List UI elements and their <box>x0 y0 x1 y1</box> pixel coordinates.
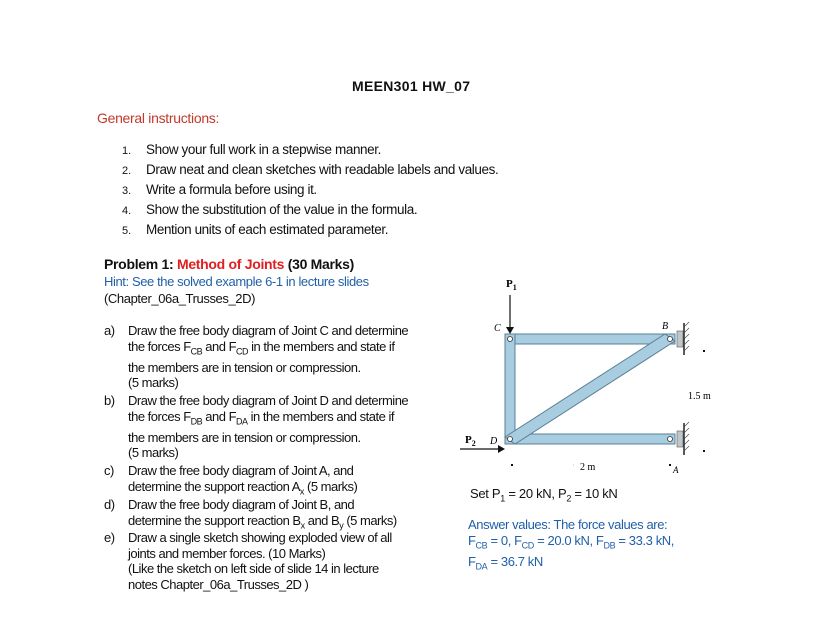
part-e: e) Draw a single sketch showing exploded view of all joints and member forces. (10 Marks) (Like the sketch on left side of slide 14 in lecture notes Chapter_06a_Trusses_2D ) <box>104 530 392 592</box>
joint-c-label: C <box>494 323 501 334</box>
instruction-item: 2. Draw neat and clean sketches with readable labels and values. <box>122 162 499 177</box>
part-d: d) Draw the free body diagram of Joint B, and determine the support reaction $B_x$ and $B_y$ (5 marks) <box>104 497 397 531</box>
joint-a-label: A <box>673 465 679 475</box>
p1-label: $P_1$ <box>506 278 517 292</box>
part-c: c) Draw the free body diagram of Joint A, and determine the support reaction $A_x$ (5 marks) <box>104 463 358 497</box>
p2-label: $P_2$ <box>465 434 476 448</box>
joint-d-label: D <box>490 436 498 447</box>
instruction-item: 1. Show your full work in a stepwise manner. <box>122 142 381 157</box>
member-cb <box>505 334 675 344</box>
joint-b-pin <box>668 337 673 342</box>
instruction-item: 5. Mention units of each estimated parameter. <box>122 222 389 237</box>
problem-heading: Problem 1: Method of Joints (30 Marks) <box>104 256 354 272</box>
page-title: MEEN301 HW_07 <box>352 78 471 94</box>
dim-1-5m: 1.5 m <box>688 391 711 402</box>
truss-diagram <box>455 265 725 480</box>
part-a: a) Draw the free body diagram of Joint C and determine the forces $F_{CB}$ and $F_{CD}$ in the members and state if the members are in tension or compression. (5 marks) <box>104 323 409 391</box>
part-b: b) Draw the free body diagram of Joint D and determine the forces $F_{DB}$ and $F_{DA}$ in the members and state if the members are in tension or compression. (5 marks) <box>104 393 409 461</box>
member-db <box>505 334 675 444</box>
general-instructions-heading: General instructions: <box>97 110 220 126</box>
member-cd <box>505 334 515 444</box>
support-a <box>677 422 689 455</box>
instruction-item: 4. Show the substitution of the value in the formula. <box>122 202 418 217</box>
joint-b-label: B <box>662 321 669 332</box>
dim-2m: 2 m <box>580 462 596 473</box>
member-da <box>505 434 675 444</box>
support-b <box>677 322 689 355</box>
given-loads: Set $P_1 = 20$ kN, $P_2 = 10$ kN <box>470 486 618 504</box>
answer-values: Answer values: The force values are: $F_{CB} = 0$, $F_{CD} = 20.0$ kN, $F_{DB} = 33.3$ kN, $F_{DA} = 36.7$ kN <box>468 517 675 572</box>
joint-d-pin <box>508 437 513 442</box>
instruction-item: 3. Write a formula before using it. <box>122 182 317 197</box>
hint-text: Hint: See the solved example 6-1 in lecture slides (Chapter_06a_Trusses_2D) <box>104 274 369 306</box>
joint-a-pin <box>668 437 673 442</box>
joint-c-pin <box>508 337 513 342</box>
